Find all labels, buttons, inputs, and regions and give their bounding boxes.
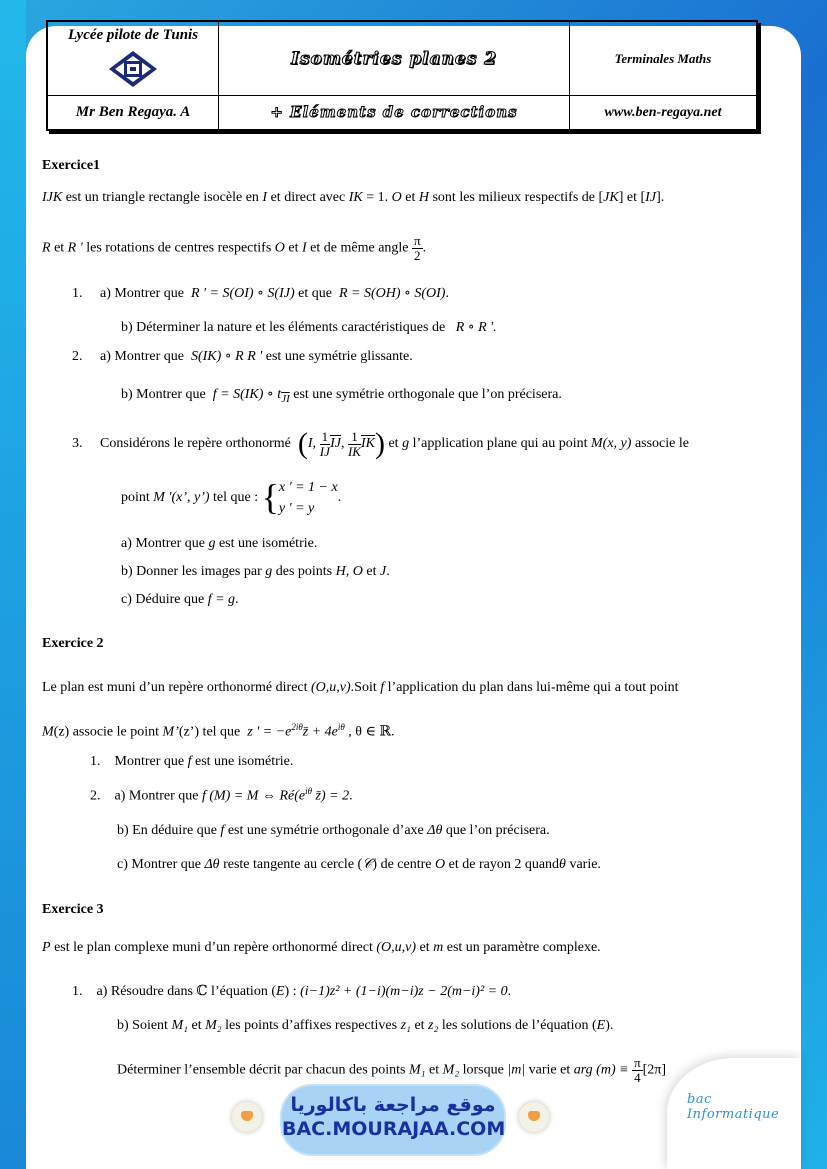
school-cell xyxy=(47,21,219,96)
ex1-q1a: 1. a) Montrer que R ' = S(OI) ∘ S(IJ) et que R = S(OH) ∘ S(OI). xyxy=(72,286,449,301)
ex1-statement-line2: R et R ' les rotations de centres respectifs O et I et de même angle $\frac{\pi}{2}$ . xyxy=(42,233,427,263)
teacher-name: Mr Ben Regaya. A xyxy=(75,104,191,121)
ex3-statement: P est le plan complexe muni d’un repère orthonormé direct (O,u,v) et m est un paramètre complexe. xyxy=(42,940,601,955)
bac-logo-text: bac Informatique xyxy=(687,1092,780,1122)
exercise3-title: Exercice 3 xyxy=(42,902,104,917)
ex1-q2b: b) Montrer que f = S(IK) ∘ $t_{\overline{JI}}$ est une symétrie orthogonale que l’on précisera. xyxy=(121,387,562,405)
subtitle-cell xyxy=(219,96,570,130)
level-label: Terminales Maths xyxy=(614,50,712,66)
ex2-q2c: c) Montrer que Δθ reste tangente au cercle (𝒞) de centre O et de rayon 2 quandθ varie. xyxy=(117,857,601,872)
footer-banner[interactable] xyxy=(282,1086,504,1154)
ex2-q1: 1. Montrer que f est une isométrie. xyxy=(90,754,294,769)
footer-url[interactable]: BAC.MOURAJAA.COM xyxy=(282,1118,506,1140)
exercise2-title: Exercice 2 xyxy=(42,636,104,651)
ex1-q2a: 2. a) Montrer que S(IK) ∘ R R ' est une symétrie glissante. xyxy=(72,349,413,364)
bac-informatique-logo xyxy=(667,1058,801,1169)
teacher-cell xyxy=(47,96,219,130)
school-logo-icon xyxy=(108,50,158,88)
ex1-q3a: a) Montrer que g est une isométrie. xyxy=(121,536,318,551)
document-subtitle: + Eléments de corrections xyxy=(270,102,518,121)
website-link[interactable]: www.ben-regaya.net xyxy=(604,105,722,121)
ex2-q2a: 2. a) Montrer que f (M) = M ⇔ $Ré(e^{i\theta}$ z̄) = 2. xyxy=(90,786,353,804)
ex1-q3-system: point M '(x’, y’) tel que : { x ' = 1 − x y ' = y . xyxy=(121,477,342,517)
ex2-statement-line2: M(z) associe le point M’(z’) tel que z ' = $-e^{2i\theta}z̄ + 4e^{i\theta}$ , θ ∈ ℝ. xyxy=(42,722,395,740)
school-name: Lycée pilote de Tunis xyxy=(67,27,199,43)
ex3-q1c: Déterminer l’ensemble décrit par chacun des points M₁ et M₂ lorsque |m| varie et arg (m) ≡ $\frac{\pi}{4}$ [2π] xyxy=(117,1055,667,1085)
ex1-q3b: b) Donner les images par g des points H, O et J. xyxy=(121,564,390,579)
footer-arabic-text: موقع مراجعة باكالوريا xyxy=(290,1094,496,1116)
title-cell xyxy=(219,21,570,96)
ex3-q1a: 1. a) Résoudre dans ℂ l’équation (E) : (i−1)z² + (1−i)(m−i)z − 2(m−i)² = 0. xyxy=(72,984,512,999)
ex3-q1b: b) Soient M₁ et M₂ les points d’affixes respectives z₁ et z₂ les solutions de l’équation (E). xyxy=(117,1018,614,1033)
ex2-statement-line1: Le plan est muni d’un repère orthonormé direct (O,u,v).Soit f l’application du plan dans lui-même qui a tout point xyxy=(42,680,679,695)
ex1-q3c: c) Déduire que f = g. xyxy=(121,592,239,607)
ex1-statement-line1: IJK est un triangle rectangle isocèle en I et direct avec IK = 1. O et H sont les milieux respectifs de [JK] et [IJ]. xyxy=(42,190,665,205)
level-cell xyxy=(570,21,758,96)
badge-left-icon xyxy=(232,1102,262,1132)
ex1-q3: 3. Considérons le repère orthonormé (I, $\frac{1}{IJ}\overline{IJ}$, $\frac{1}{IK}\overline{IK}$) et g l’application plane qui au point M(x, y) associe le xyxy=(72,427,689,460)
badge-right-icon xyxy=(519,1102,549,1132)
website-cell xyxy=(570,96,758,130)
document-title: Isométries planes 2 xyxy=(290,48,498,69)
header-table xyxy=(46,20,758,131)
pi-over-2: $\frac{\pi}{2}$ xyxy=(414,233,421,263)
exercise1-title: Exercice1 xyxy=(42,158,101,173)
ex1-q1b: b) Déterminer la nature et les éléments caractéristiques de R ∘ R '. xyxy=(121,320,497,335)
page-frame-left xyxy=(0,0,26,1169)
ex2-q2b: b) En déduire que f est une symétrie orthogonale d’axe Δθ que l’on précisera. xyxy=(117,823,550,838)
